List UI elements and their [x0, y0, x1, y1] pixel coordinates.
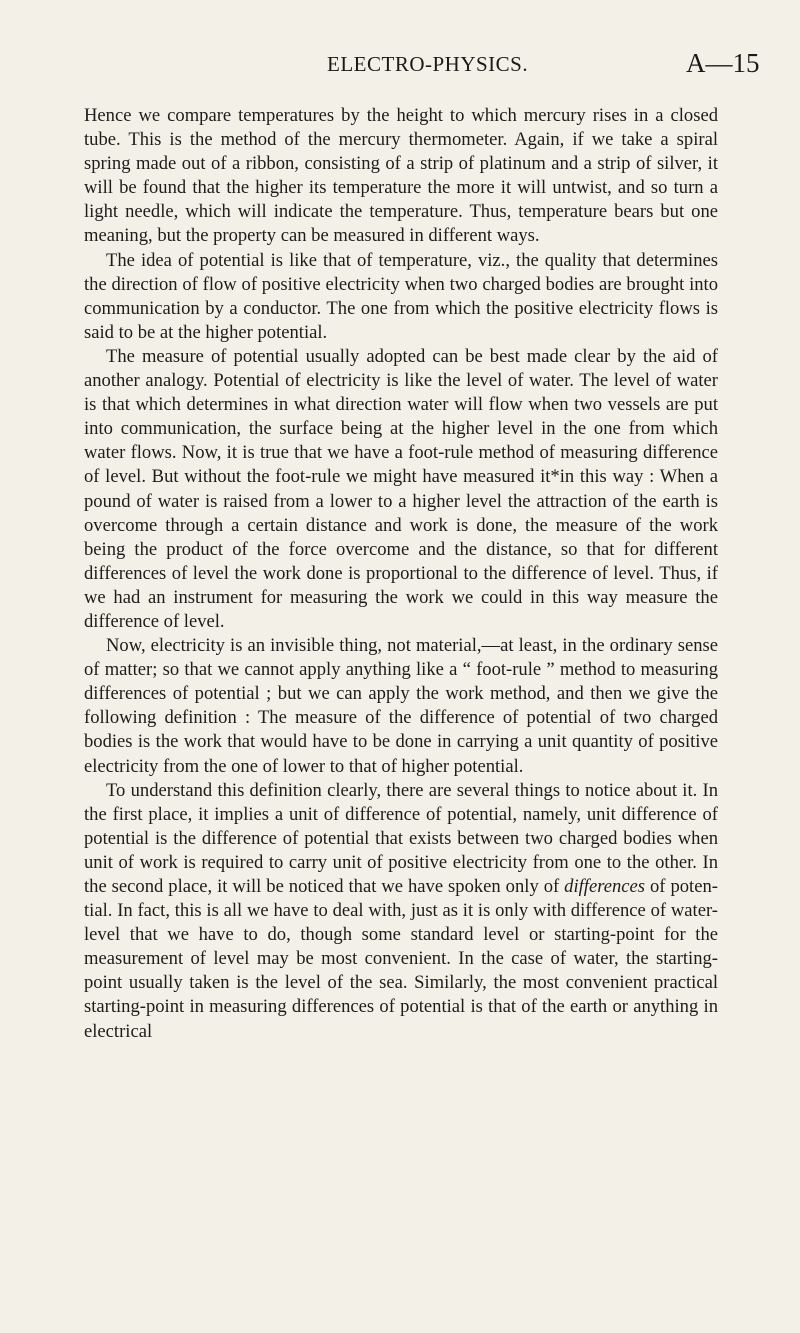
paragraph-work-definition: Now, electricity is an invisible thing, not material,—at least, in the ordinary sense of matter; so that we cannot apply anything like a “ foot-rule ” method to measuring differences of potential ; but we can apply the work method, and then we give the following definition : The measure of the difference of potential of two charged bodies is the work that would have to be done in carrying a unit quantity of positive electricity from the one of lower to that of higher potential. — [84, 635, 718, 777]
paragraph-potential-idea: The idea of potential is like that of temperature, viz., the quality that determines the direction of flow of positive electricity when two charged bodies are brought into communication by a conductor. The one from which the positive electricity flows is said to be at the higher potential. — [84, 249, 718, 343]
paragraph-text-after-emphasis: of potential. In fact, this is all we have to deal with, just as it is only with difference of water-level that we have to do, though some standard level or starting-point for the measurement of level may be most convenient. In the case of water, the starting-point usually taken is the level of the sea. Similarly, the most convenient practical starting-point in measuring differences of potential is that of the earth or anything in electrical — [84, 876, 718, 1042]
page-header — [0, 48, 800, 88]
paragraph-text-before-emphasis: To understand this definition clearly, there are several things to notice about it. In the first place, it implies a unit of difference of potential, namely, unit difference of potential is the difference of potential that exists between two charged bodies when unit of work is required to carry unit of positive electricity from one to the other. In the second place, it will be noticed that we have spoken only of — [84, 779, 718, 897]
body-text — [84, 104, 718, 1044]
paragraph-water-level-analogy: The measure of potential usually adopted can be best made clear by the aid of another analogy. Potential of electricity is like the level of water. The level of water is that which determines in what direction water will flow when two vessels are put into communication, the surface being at the higher level in the one from which water flows. Now, it is true that we have a foot-rule method of measuring difference of level. But without the foot-rule we might have measured it*in this way : When a pound of water is raised from a lower to a higher level the attraction of the earth is overcome through a certain distance and work is done, the measure of the work being the product of the force overcome and the distance, so that for different differences of level the work done is proportional to the difference of level. Thus, if we had an instrument for measuring the work we could in this way measure the difference of level. — [84, 345, 718, 632]
paragraph-mercury-thermometer: Hence we compare temperatures by the height to which mercury rises in a closed tube. This is the method of the mercury thermometer. Again, if we take a spiral spring made out of a ribbon, consisting of a strip of platinum and a strip of silver, it will be found that the higher its temperature the more it will untwist, and so turn a light needle, which will indicate the temperature. Thus, temperature bears but one meaning, but the property can be measured in different ways. — [84, 105, 718, 247]
paragraph-understanding-definition — [84, 779, 718, 1044]
emphasis-differences: differences — [564, 876, 646, 897]
page-number: A—15 — [686, 48, 760, 78]
running-head: ELECTRO-PHYSICS. — [327, 52, 529, 76]
